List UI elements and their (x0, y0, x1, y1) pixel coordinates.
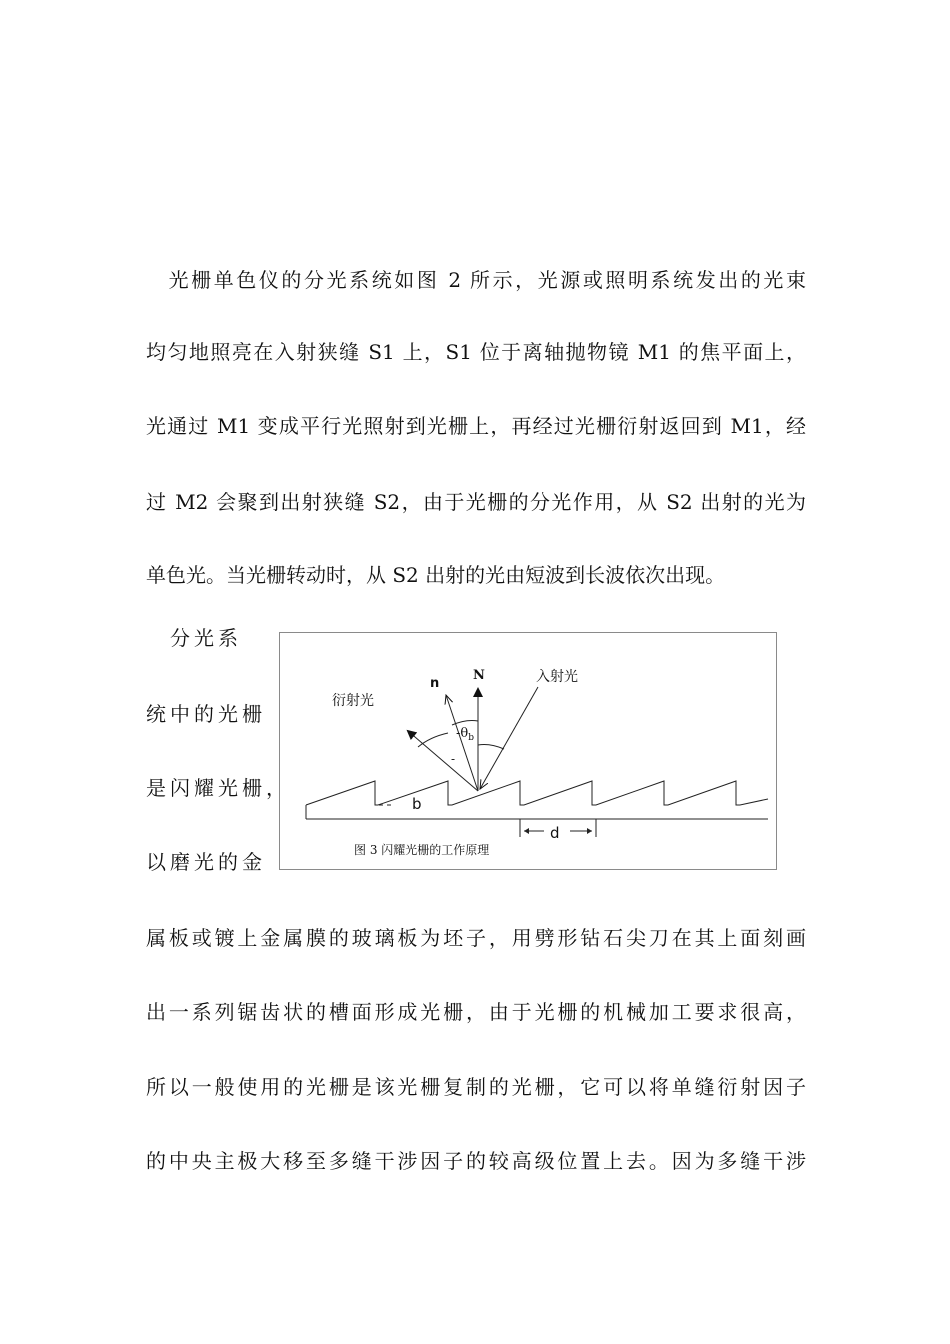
paragraph2-line: 所以一般使用的光栅是该光栅复制的光栅，它可以将单缝衍射因子 (146, 1075, 806, 1099)
theta-label (456, 726, 474, 743)
grating-sawtooth (306, 781, 768, 805)
figure-caption: 图 3 闪耀光栅的工作原理 (354, 843, 490, 857)
groove-d-label: d (550, 824, 560, 842)
diffracted-light-label: 衍射光 (332, 693, 374, 709)
wrap-text-line: 以磨光的金 (146, 850, 266, 874)
paragraph2-line: 属板或镀上金属膜的玻璃板为坯子，用劈形钻石尖刀在其上面刻画 (146, 926, 806, 950)
paragraph2-line: 出一系列锯齿状的槽面形成光栅，由于光栅的机械加工要求很高， (146, 1000, 806, 1024)
wrap-text-line: 是闪耀光栅， (146, 776, 290, 800)
wrap-text-line: 分光系 (146, 626, 242, 650)
d-arrow-right (587, 828, 592, 834)
grating-diagram (280, 633, 778, 871)
incident-light-label: 入射光 (536, 669, 578, 685)
paragraph1-line: 光通过 M1 变成平行光照射到光栅上，再经过光栅衍射返回到 M1，经 (146, 414, 806, 438)
paragraph2-line: 的中央主极大移至多缝干涉因子的较高级位置上去。因为多缝干涉 (146, 1149, 806, 1173)
groove-b-label: b (412, 795, 422, 813)
paragraph1-line: 光栅单色仪的分光系统如图 2 所示，光源或照明系统发出的光束 (146, 268, 806, 292)
paragraph1-line: 过 M2 会聚到出射狭缝 S2，由于光栅的分光作用，从 S2 出射的光为 (146, 490, 806, 514)
angle-dash-label: - (451, 752, 456, 766)
theta-subscript: b (468, 733, 474, 743)
normal-label: N (473, 668, 485, 683)
d-arrow-left (524, 828, 529, 834)
wrap-text-line: 统中的光栅 (146, 702, 266, 726)
facet-normal-label: n (430, 676, 440, 691)
incident-angle-arc (478, 745, 504, 750)
theta-symbol: -θ (456, 726, 469, 741)
facet-normal-n-arrow (446, 695, 478, 791)
blazed-grating-figure (279, 632, 777, 870)
diffraction-angle-arc (418, 733, 448, 747)
incident-light-arrow (480, 687, 538, 789)
paragraph1-line: 均匀地照亮在入射狭缝 S1 上，S1 位于离轴抛物镜 M1 的焦平面上， (146, 340, 806, 364)
paragraph1-line: 单色光。当光栅转动时，从 S2 出射的光由短波到长波依次出现。 (146, 563, 726, 587)
